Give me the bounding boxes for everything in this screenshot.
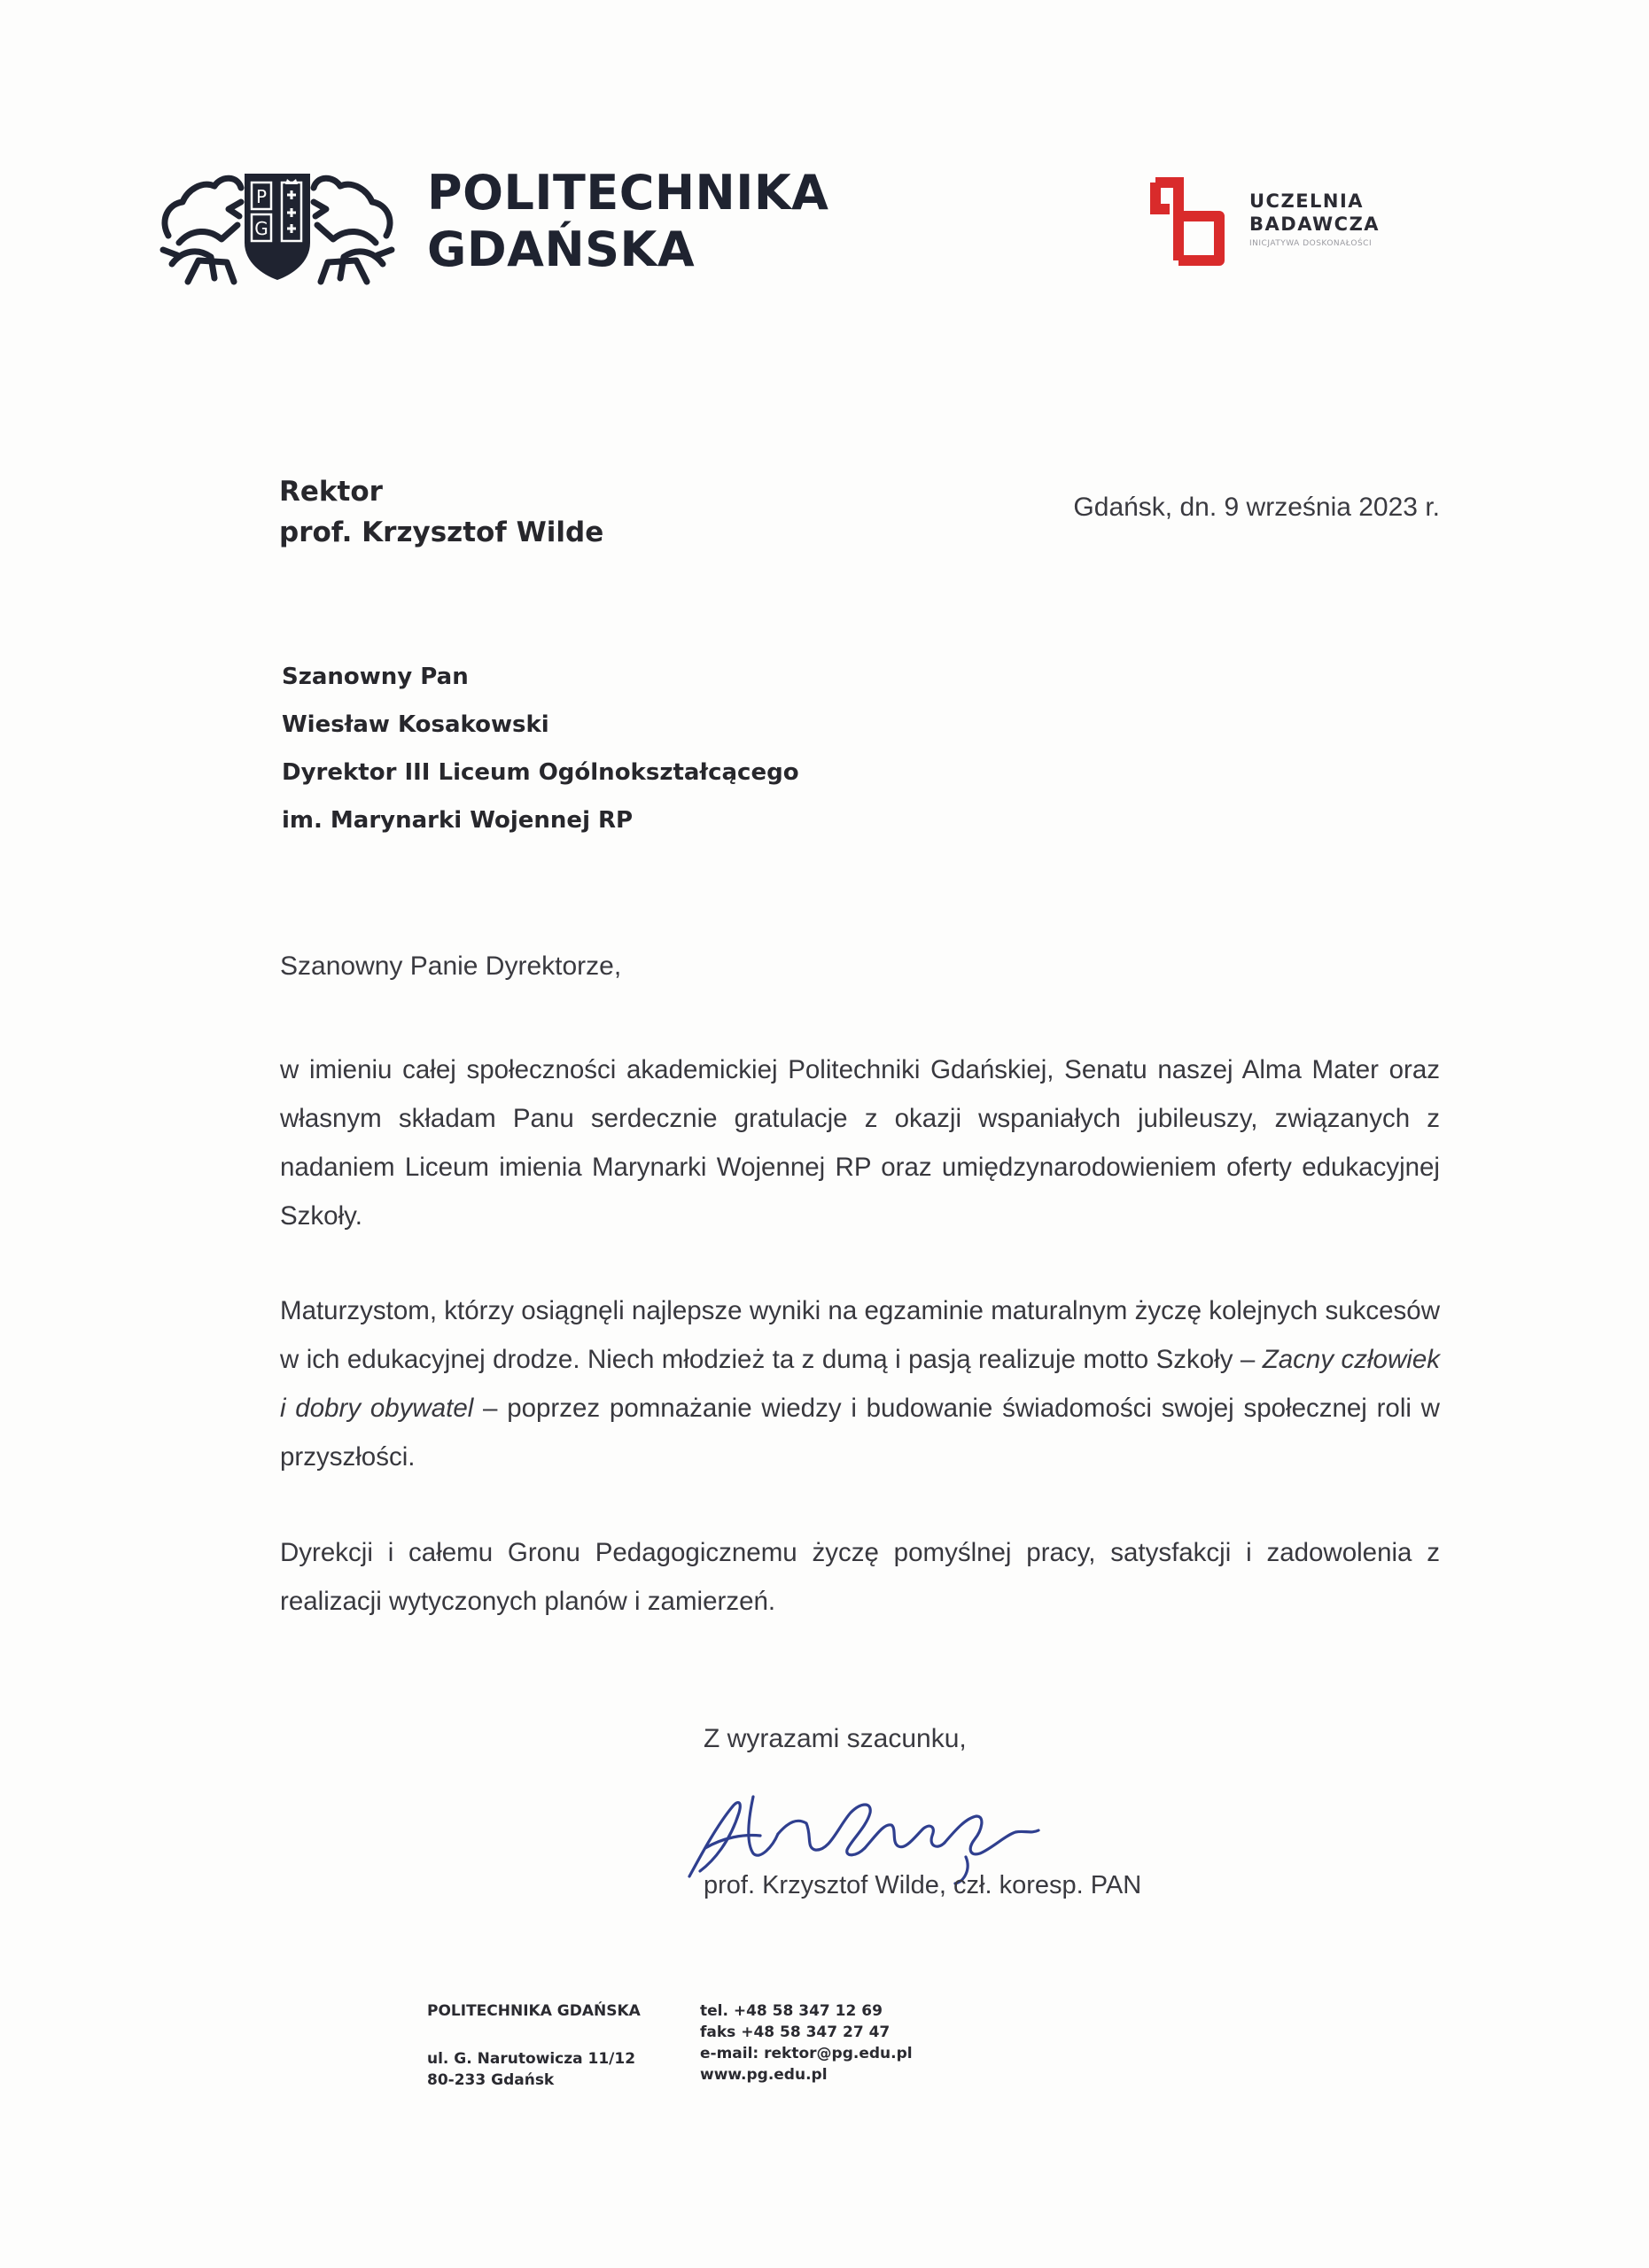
paragraph-2-intro: Maturzystom, którzy osiągnęli najlepsze wyniki na egzaminie maturalnym życzę kolejnych sukcesów w ich edukacyjnej drodze. Niech młodzież ta z dumą i pasją realizuje motto Szkoły – [280, 1296, 1440, 1374]
closing-phrase: Z wyrazami szacunku, [704, 1724, 967, 1753]
university-name-line2: GDAŃSKA [427, 221, 696, 277]
body-paragraph-2 [280, 1286, 1440, 1481]
svg-text:P: P [255, 186, 268, 207]
sender-title: Rektor [279, 476, 383, 508]
recipient-position: Dyrektor III Liceum Ogólnokształcącego [282, 759, 799, 786]
footer-website: www.pg.edu.pl [700, 2066, 828, 2084]
body-paragraph-3: Dyrekcji i całemu Gronu Pedagogicznemu życzę pomyślnej pracy, satysfakcji i zadowolenia z realizacji wytyczonych planów i zamierzeń. [280, 1538, 1440, 1616]
sender-name: prof. Krzysztof Wilde [279, 517, 604, 548]
footer-email: e-mail: rektor@pg.edu.pl [700, 2045, 913, 2062]
badge-text-line2: BADAWCZA [1249, 214, 1381, 235]
badge-text-line1: UCZELNIA [1249, 190, 1365, 212]
footer-organization: POLITECHNIKA GDAŃSKA [427, 2002, 641, 2020]
footer-street: ul. G. Narutowicza 11/12 [427, 2050, 636, 2068]
handwritten-signature [673, 1772, 1081, 1887]
recipient-name: Wiesław Kosakowski [282, 711, 549, 738]
svg-text:G: G [254, 218, 268, 239]
university-name-line1: POLITECHNIKA [427, 165, 829, 221]
footer-phone: tel. +48 58 347 12 69 [700, 2002, 883, 2020]
footer-fax: faks +48 58 347 27 47 [700, 2023, 891, 2041]
date-line: Gdańsk, dn. 9 września 2023 r. [1073, 493, 1440, 522]
badge-text-line3: INICJATYWA DOSKONAŁOŚCI [1249, 239, 1373, 248]
footer-city: 80-233 Gdańsk [427, 2071, 555, 2089]
recipient-line1: Szanowny Pan [282, 664, 469, 690]
recipient-school: im. Marynarki Wojennej RP [282, 807, 634, 834]
signer-name: prof. Krzysztof Wilde, czł. koresp. PAN [704, 1871, 1142, 1899]
university-crest-logo [152, 158, 402, 289]
body-paragraph-1: w imieniu całej społeczności akademickiej Politechniki Gdańskiej, Senatu naszej Alma Mater oraz własnym składam Panu serdecznie gratulacje z okazji wspaniałych jubileuszy, związanych z nadaniem Liceum imienia Marynarki Wojennej RP oraz umiędzynarodowieniem oferty edukacyjnej Szkoły. [280, 1055, 1440, 1231]
school-motto: Zacny człowiek i dobry obywatel [280, 1345, 1440, 1423]
paragraph-2-conclusion: – poprzez pomnażanie wiedzy i budowanie świadomości swojej społecznej roli w przyszłości. [280, 1394, 1440, 1472]
salutation: Szanowny Panie Dyrektorze, [280, 951, 622, 981]
research-university-logo [1147, 174, 1228, 269]
